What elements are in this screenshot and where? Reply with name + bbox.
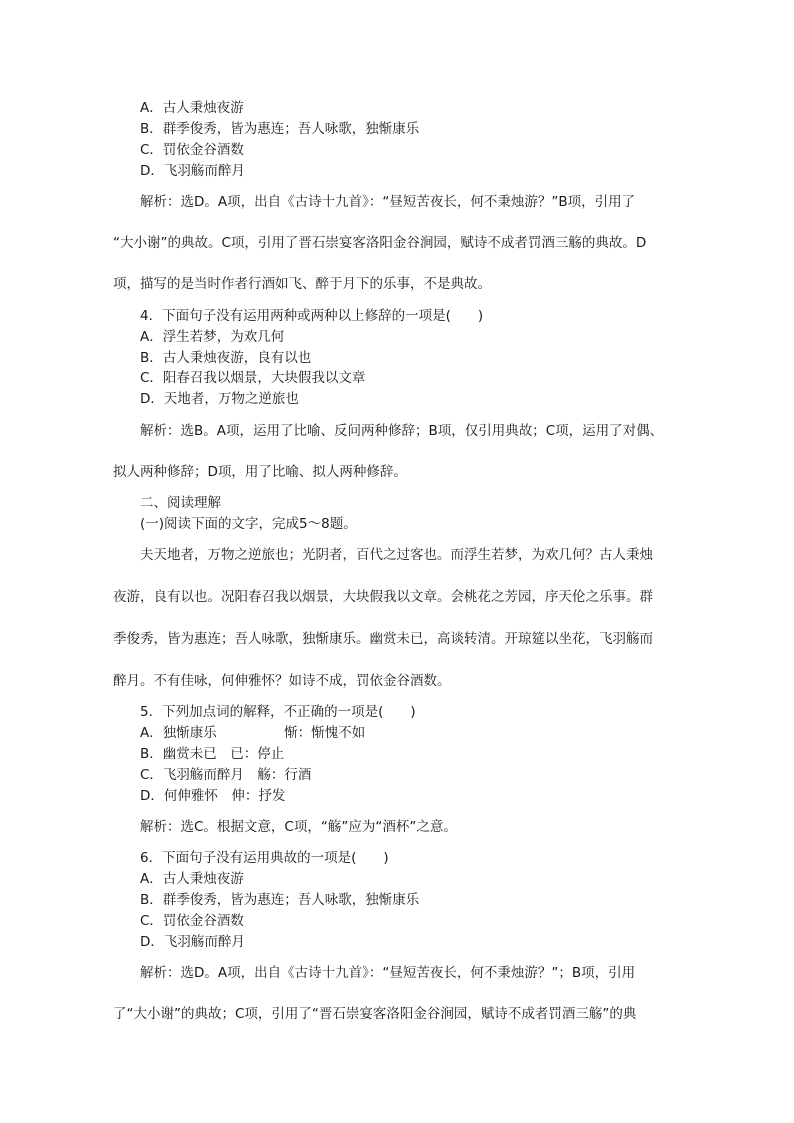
option-d: D．何伸雅怀 伸：抒发 xyxy=(140,788,286,804)
option-c: C．阳春召我以烟景，大块假我以文章 xyxy=(140,370,366,386)
question-4: 4．下面句子没有运用两种或两种以上修辞的一项是( ) xyxy=(140,308,484,324)
passage-line: 季俊秀，皆为惠连；吾人咏歌，独惭康乐。幽赏未已，高谈转清。开琼筵以坐花，飞羽觞而 xyxy=(113,631,653,647)
analysis-line: 解析：选B。A项，运用了比喻、反问两种修辞；B项，仅引用典故；C项，运用了对偶、 xyxy=(140,423,664,439)
option-d: D．飞羽觞而醉月 xyxy=(140,934,245,950)
analysis-line: “大小谢”的典故。C项，引用了晋石崇宴客洛阳金谷涧园，赋诗不成者罚酒三觞的典故。D xyxy=(113,235,647,251)
option-c: C．飞羽觞而醉月 觞：行酒 xyxy=(140,767,312,783)
question-6: 6．下面句子没有运用典故的一项是( ) xyxy=(140,850,389,866)
analysis-line: 解析：选D。A项，出自《古诗十九首》：“昼短苦夜长，何不秉烛游？”B项，引用了 xyxy=(140,194,636,210)
option-b: B．古人秉烛夜游，良有以也 xyxy=(140,350,312,366)
option-b: B．群季俊秀，皆为惠连；吾人咏歌，独惭康乐 xyxy=(140,121,420,137)
option-a: A．古人秉烛夜游 xyxy=(140,100,244,116)
option-b: B．幽赏未已 已：停止 xyxy=(140,746,285,762)
option-d: D．飞羽觞而醉月 xyxy=(140,163,245,179)
section-heading: 二、阅读理解 xyxy=(140,495,221,511)
analysis-line: 拟人两种修辞；D项，用了比喻、拟人两种修辞。 xyxy=(113,464,407,480)
option-c: C．罚依金谷酒数 xyxy=(140,142,244,158)
analysis-line: 解析：选C。根据文意，C项，“觞”应为“酒杯”之意。 xyxy=(140,819,457,835)
analysis-line: 了“大小谢”的典故；C项，引用了“晋石崇宴客洛阳金谷涧园，赋诗不成者罚酒三觞”的典 xyxy=(113,1006,637,1022)
passage-line: 夫天地者，万物之逆旅也；光阴者，百代之过客也。而浮生若梦，为欢几何？古人秉烛 xyxy=(140,547,653,563)
option-c: C．罚依金谷酒数 xyxy=(140,913,244,929)
analysis-line: 解析：选D。A项，出自《古诗十九首》：“昼短苦夜长，何不秉烛游？”；B项，引用 xyxy=(140,965,636,981)
analysis-line: 项，描写的是当时作者行酒如飞、醉于月下的乐事，不是典故。 xyxy=(113,276,491,292)
option-a: A．独惭康乐 惭：惭愧不如 xyxy=(140,725,366,741)
option-d: D．天地者，万物之逆旅也 xyxy=(140,391,299,407)
passage-line: 醉月。不有佳咏，何伸雅怀？如诗不成，罚依金谷酒数。 xyxy=(113,673,451,689)
section-intro: (一)阅读下面的文字，完成5～8题。 xyxy=(140,516,357,532)
option-a: A．浮生若梦，为欢几何 xyxy=(140,329,285,345)
option-a: A．古人秉烛夜游 xyxy=(140,871,244,887)
question-5: 5．下列加点词的解释，不正确的一项是( ) xyxy=(140,704,416,720)
passage-line: 夜游，良有以也。况阳春召我以烟景，大块假我以文章。会桃花之芳园，序天伦之乐事。群 xyxy=(113,589,653,605)
option-b: B．群季俊秀，皆为惠连；吾人咏歌，独惭康乐 xyxy=(140,892,420,908)
